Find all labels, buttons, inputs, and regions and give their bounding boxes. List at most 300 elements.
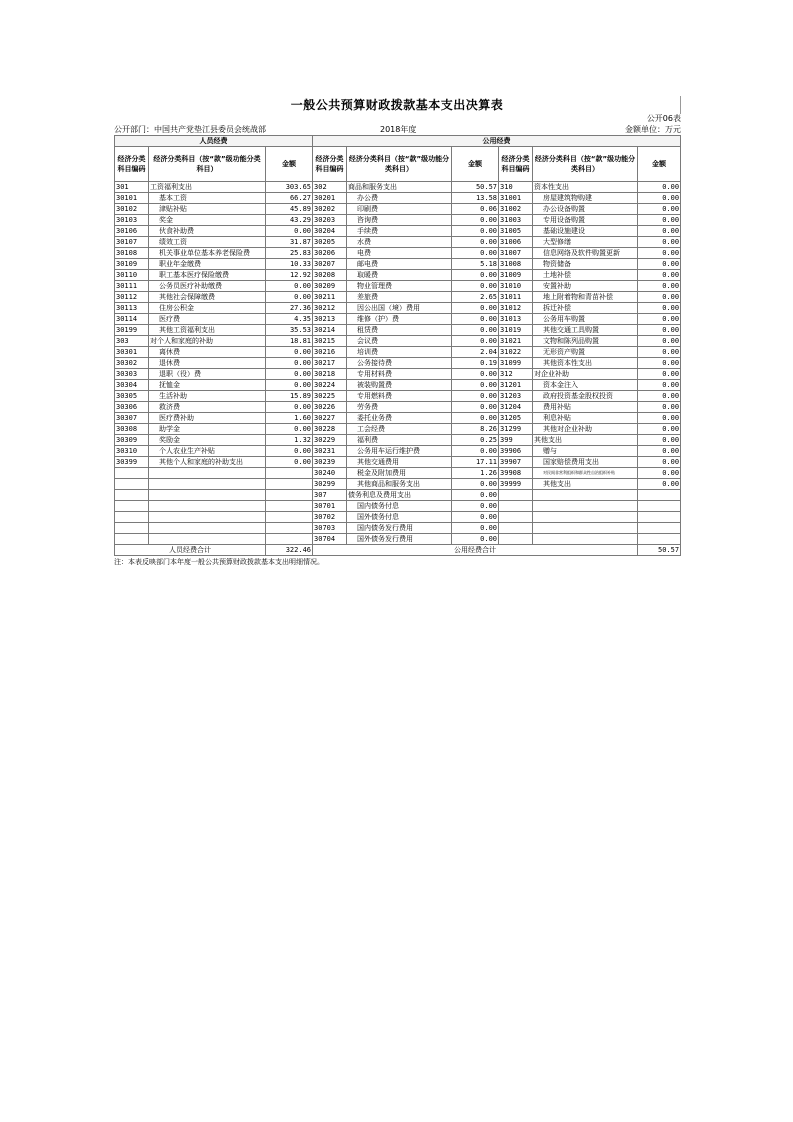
code-cell: 31013 — [499, 314, 533, 325]
amount-cell: 0.00 — [266, 358, 313, 369]
name-cell: 水费 — [347, 237, 452, 248]
code-cell: 30217 — [313, 358, 347, 369]
table-row — [115, 292, 681, 303]
amount-cell: 12.92 — [266, 270, 313, 281]
code-cell: 30306 — [115, 402, 149, 413]
code-cell: 30207 — [313, 259, 347, 270]
code-cell: 30110 — [115, 270, 149, 281]
name-cell: 邮电费 — [347, 259, 452, 270]
name-cell — [533, 501, 638, 512]
amount-cell: 0.00 — [638, 380, 681, 391]
code-cell: 31203 — [499, 391, 533, 402]
code-cell: 30114 — [115, 314, 149, 325]
code-cell: 30304 — [115, 380, 149, 391]
code-cell: 399 — [499, 435, 533, 446]
table-row — [115, 182, 681, 193]
amount-cell: 50.57 — [452, 182, 499, 193]
public-total-value: 50.57 — [638, 545, 681, 556]
header-code: 经济分类科目编码 — [115, 147, 149, 182]
name-cell: 国内债务付息 — [347, 501, 452, 512]
code-cell: 31021 — [499, 336, 533, 347]
table-row — [115, 424, 681, 435]
table-row — [115, 358, 681, 369]
name-cell: 政府投资基金股权投资 — [533, 391, 638, 402]
table-row — [115, 270, 681, 281]
amount-cell: 31.87 — [266, 237, 313, 248]
table-row — [115, 380, 681, 391]
table-row — [115, 523, 681, 534]
amount-cell — [638, 523, 681, 534]
code-cell — [115, 512, 149, 523]
name-cell — [533, 523, 638, 534]
name-cell: 印刷费 — [347, 204, 452, 215]
code-cell: 30112 — [115, 292, 149, 303]
code-cell: 30309 — [115, 435, 149, 446]
amount-cell: 0.00 — [638, 292, 681, 303]
amount-cell: 0.00 — [452, 380, 499, 391]
amount-cell: 0.00 — [266, 457, 313, 468]
code-cell — [115, 479, 149, 490]
code-cell: 30204 — [313, 226, 347, 237]
name-cell: 资本性支出 — [533, 182, 638, 193]
name-cell — [533, 534, 638, 545]
table-row — [115, 259, 681, 270]
name-cell: 咨询费 — [347, 215, 452, 226]
name-cell: 公务用车购置 — [533, 314, 638, 325]
name-cell: 工资福利支出 — [149, 182, 266, 193]
name-cell: 其他交通工具购置 — [533, 325, 638, 336]
code-cell: 31005 — [499, 226, 533, 237]
code-cell: 30111 — [115, 281, 149, 292]
amount-cell: 0.00 — [452, 314, 499, 325]
name-cell: 工会经费 — [347, 424, 452, 435]
code-cell: 31006 — [499, 237, 533, 248]
table-row — [115, 369, 681, 380]
header-amount: 金额 — [452, 147, 499, 182]
code-cell: 39907 — [499, 457, 533, 468]
name-cell: 助学金 — [149, 424, 266, 435]
code-cell: 30214 — [313, 325, 347, 336]
table-row — [115, 468, 681, 479]
code-cell: 30106 — [115, 226, 149, 237]
amount-cell: 0.00 — [452, 226, 499, 237]
name-cell: 大型修缮 — [533, 237, 638, 248]
code-cell: 30212 — [313, 303, 347, 314]
name-cell: 培训费 — [347, 347, 452, 358]
amount-cell: 1.60 — [266, 413, 313, 424]
amount-cell: 8.26 — [452, 424, 499, 435]
amount-cell: 0.00 — [638, 391, 681, 402]
name-cell: 奖励金 — [149, 435, 266, 446]
table-row — [115, 413, 681, 424]
name-cell: 维修（护）费 — [347, 314, 452, 325]
totals-row — [115, 545, 681, 556]
amount-cell: 0.00 — [452, 281, 499, 292]
code-cell: 30208 — [313, 270, 347, 281]
name-cell: 无形资产购置 — [533, 347, 638, 358]
code-cell — [115, 534, 149, 545]
name-cell — [149, 534, 266, 545]
amount-cell — [266, 534, 313, 545]
amount-cell: 0.00 — [266, 369, 313, 380]
amount-cell: 0.00 — [638, 259, 681, 270]
code-cell: 303 — [115, 336, 149, 347]
table-row — [115, 325, 681, 336]
table-row — [115, 237, 681, 248]
code-cell: 30113 — [115, 303, 149, 314]
name-cell: 因公出国（境）费用 — [347, 303, 452, 314]
code-cell: 31022 — [499, 347, 533, 358]
code-cell: 30702 — [313, 512, 347, 523]
amount-cell — [638, 534, 681, 545]
name-cell — [533, 512, 638, 523]
amount-cell: 0.00 — [452, 391, 499, 402]
code-cell: 30224 — [313, 380, 347, 391]
name-cell — [533, 490, 638, 501]
name-cell: 专用设备购置 — [533, 215, 638, 226]
name-cell: 退休费 — [149, 358, 266, 369]
code-cell: 301 — [115, 182, 149, 193]
header-code: 经济分类科目编码 — [313, 147, 347, 182]
amount-cell: 0.00 — [638, 237, 681, 248]
amount-cell: 0.00 — [638, 369, 681, 380]
sheet-edge-line — [680, 96, 681, 114]
code-cell: 31010 — [499, 281, 533, 292]
name-cell: 其他资本性支出 — [533, 358, 638, 369]
amount-cell: 0.00 — [452, 248, 499, 259]
amount-cell: 1.32 — [266, 435, 313, 446]
name-cell: 物业管理费 — [347, 281, 452, 292]
name-cell: 奖金 — [149, 215, 266, 226]
name-cell: 伙食补助费 — [149, 226, 266, 237]
name-cell: 安置补助 — [533, 281, 638, 292]
amount-cell: 0.00 — [266, 281, 313, 292]
name-cell: 其他商品和服务支出 — [347, 479, 452, 490]
amount-cell: 43.29 — [266, 215, 313, 226]
code-cell: 31002 — [499, 204, 533, 215]
amount-cell — [266, 468, 313, 479]
header-name: 经济分类科目（按“款”级功能分类科目） — [347, 147, 452, 182]
name-cell — [149, 490, 266, 501]
expenditure-table — [114, 135, 681, 556]
table-row — [115, 314, 681, 325]
name-cell: 办公设备购置 — [533, 204, 638, 215]
amount-cell: 15.89 — [266, 391, 313, 402]
code-cell: 30205 — [313, 237, 347, 248]
table-row — [115, 204, 681, 215]
table-row — [115, 281, 681, 292]
department-label: 公开部门：中国共产党垫江县委员会统战部 — [114, 125, 266, 134]
amount-cell: 0.00 — [638, 435, 681, 446]
name-cell: 离休费 — [149, 347, 266, 358]
code-cell: 39908 — [499, 468, 533, 479]
amount-cell — [638, 490, 681, 501]
code-cell: 30305 — [115, 391, 149, 402]
name-cell: 基本工资 — [149, 193, 266, 204]
name-cell: 生活补助 — [149, 391, 266, 402]
name-cell: 房屋建筑物购建 — [533, 193, 638, 204]
name-cell: 住房公积金 — [149, 303, 266, 314]
table-row — [115, 446, 681, 457]
name-cell: 委托业务费 — [347, 413, 452, 424]
amount-cell: 0.00 — [452, 479, 499, 490]
amount-cell — [266, 512, 313, 523]
code-cell: 30216 — [313, 347, 347, 358]
name-cell: 公务用车运行维护费 — [347, 446, 452, 457]
name-cell: 税金及附加费用 — [347, 468, 452, 479]
code-cell: 30301 — [115, 347, 149, 358]
amount-cell: 17.11 — [452, 457, 499, 468]
amount-cell: 0.00 — [452, 270, 499, 281]
code-cell: 30231 — [313, 446, 347, 457]
name-cell: 被装购置费 — [347, 380, 452, 391]
amount-cell: 0.00 — [452, 303, 499, 314]
code-cell: 30226 — [313, 402, 347, 413]
name-cell — [149, 479, 266, 490]
code-cell: 30299 — [313, 479, 347, 490]
amount-cell: 25.83 — [266, 248, 313, 259]
amount-cell: 0.00 — [638, 457, 681, 468]
code-cell: 30202 — [313, 204, 347, 215]
amount-cell: 0.00 — [452, 402, 499, 413]
name-cell: 信息网络及软件购置更新 — [533, 248, 638, 259]
amount-cell: 66.27 — [266, 193, 313, 204]
code-cell: 30302 — [115, 358, 149, 369]
amount-cell: 0.00 — [452, 336, 499, 347]
code-cell: 31012 — [499, 303, 533, 314]
code-cell: 31204 — [499, 402, 533, 413]
amount-cell: 0.00 — [638, 193, 681, 204]
personnel-total-value: 322.46 — [266, 545, 313, 556]
code-cell: 31008 — [499, 259, 533, 270]
amount-cell: 10.33 — [266, 259, 313, 270]
name-cell: 地上附着物和青苗补偿 — [533, 292, 638, 303]
code-cell — [499, 490, 533, 501]
name-cell: 赠与 — [533, 446, 638, 457]
amount-cell: 0.00 — [452, 215, 499, 226]
header-name: 经济分类科目（按“款”级功能分类科目） — [533, 147, 638, 182]
amount-cell: 0.00 — [638, 402, 681, 413]
name-cell: 资本金注入 — [533, 380, 638, 391]
amount-cell: 2.04 — [452, 347, 499, 358]
amount-cell: 35.53 — [266, 325, 313, 336]
name-cell: 公务接待费 — [347, 358, 452, 369]
name-cell: 土地补偿 — [533, 270, 638, 281]
code-cell: 31205 — [499, 413, 533, 424]
amount-cell: 13.58 — [452, 193, 499, 204]
amount-cell: 0.00 — [452, 501, 499, 512]
code-cell: 31099 — [499, 358, 533, 369]
code-cell: 30215 — [313, 336, 347, 347]
code-cell — [115, 468, 149, 479]
header-row — [115, 147, 681, 182]
year-label: 2018年度 — [380, 125, 417, 134]
budget-sheet — [114, 96, 680, 568]
band-personnel: 人员经费 — [115, 136, 313, 147]
code-cell: 30199 — [115, 325, 149, 336]
name-cell: 对个人和家庭的补助 — [149, 336, 266, 347]
code-cell: 30228 — [313, 424, 347, 435]
code-cell: 302 — [313, 182, 347, 193]
amount-cell: 0.00 — [638, 446, 681, 457]
code-cell: 30307 — [115, 413, 149, 424]
form-number: 公开06表 — [646, 114, 681, 123]
name-cell — [149, 468, 266, 479]
amount-cell: 0.00 — [266, 380, 313, 391]
header-amount: 金额 — [638, 147, 681, 182]
amount-cell: 303.65 — [266, 182, 313, 193]
code-cell: 31007 — [499, 248, 533, 259]
code-cell: 30107 — [115, 237, 149, 248]
amount-cell: 0.00 — [452, 325, 499, 336]
name-cell: 租赁费 — [347, 325, 452, 336]
amount-cell: 27.36 — [266, 303, 313, 314]
code-cell — [499, 534, 533, 545]
amount-cell: 0.00 — [638, 468, 681, 479]
table-row — [115, 248, 681, 259]
name-cell: 其他个人和家庭的补助支出 — [149, 457, 266, 468]
name-cell: 取暖费 — [347, 270, 452, 281]
amount-cell: 0.00 — [452, 512, 499, 523]
name-cell: 文物和陈列品购置 — [533, 336, 638, 347]
amount-cell: 0.00 — [452, 523, 499, 534]
table-row — [115, 501, 681, 512]
table-row — [115, 336, 681, 347]
amount-cell: 0.19 — [452, 358, 499, 369]
public-total-label: 公用经费合计 — [313, 545, 638, 556]
name-cell — [149, 523, 266, 534]
code-cell: 30213 — [313, 314, 347, 325]
amount-cell — [638, 501, 681, 512]
amount-cell: 0.00 — [266, 347, 313, 358]
amount-cell: 0.00 — [638, 226, 681, 237]
name-cell: 救济费 — [149, 402, 266, 413]
name-cell: 个人农业生产补贴 — [149, 446, 266, 457]
code-cell: 30103 — [115, 215, 149, 226]
code-cell — [499, 512, 533, 523]
amount-cell: 0.00 — [638, 413, 681, 424]
amount-cell: 1.26 — [452, 468, 499, 479]
name-cell: 国外债务付息 — [347, 512, 452, 523]
name-cell: 其他对企业补助 — [533, 424, 638, 435]
amount-cell: 18.81 — [266, 336, 313, 347]
name-cell: 职业年金缴费 — [149, 259, 266, 270]
code-cell: 30109 — [115, 259, 149, 270]
name-cell: 其他工资福利支出 — [149, 325, 266, 336]
amount-cell: 0.00 — [452, 490, 499, 501]
amount-cell: 0.00 — [452, 534, 499, 545]
amount-cell: 0.00 — [266, 402, 313, 413]
amount-cell: 0.00 — [266, 226, 313, 237]
amount-cell: 0.00 — [638, 182, 681, 193]
amount-cell: 0.00 — [638, 314, 681, 325]
name-cell: 其他支出 — [533, 479, 638, 490]
amount-cell: 0.00 — [638, 479, 681, 490]
code-cell: 30203 — [313, 215, 347, 226]
table-row — [115, 479, 681, 490]
amount-cell: 2.65 — [452, 292, 499, 303]
code-cell — [115, 501, 149, 512]
amount-cell: 0.00 — [266, 292, 313, 303]
amount-cell: 0.00 — [452, 237, 499, 248]
amount-cell: 0.00 — [638, 270, 681, 281]
footnote: 注：本表反映部门本年度一般公共预算财政拨款基本支出明细情况。 — [114, 558, 324, 566]
table-row — [115, 347, 681, 358]
name-cell: 会议费 — [347, 336, 452, 347]
code-cell: 30218 — [313, 369, 347, 380]
name-cell: 医疗费 — [149, 314, 266, 325]
amount-cell: 5.18 — [452, 259, 499, 270]
code-cell: 30101 — [115, 193, 149, 204]
amount-cell: 0.00 — [452, 369, 499, 380]
table-row — [115, 303, 681, 314]
amount-cell: 0.00 — [452, 413, 499, 424]
name-cell: 国家赔偿费用支出 — [533, 457, 638, 468]
code-cell: 30102 — [115, 204, 149, 215]
name-cell: 商品和服务支出 — [347, 182, 452, 193]
code-cell: 30399 — [115, 457, 149, 468]
amount-cell — [638, 512, 681, 523]
amount-cell: 0.00 — [638, 281, 681, 292]
amount-cell: 0.00 — [638, 248, 681, 259]
amount-cell: 0.00 — [638, 303, 681, 314]
amount-cell: 0.00 — [638, 215, 681, 226]
amount-cell: 4.35 — [266, 314, 313, 325]
name-cell: 对企业补助 — [533, 369, 638, 380]
table-row — [115, 490, 681, 501]
code-cell: 30206 — [313, 248, 347, 259]
name-cell: 国外债务发行费用 — [347, 534, 452, 545]
name-cell: 拆迁补偿 — [533, 303, 638, 314]
name-cell: 退职（役）费 — [149, 369, 266, 380]
name-cell: 职工基本医疗保险缴费 — [149, 270, 266, 281]
band-row — [115, 136, 681, 147]
name-cell: 基础设施建设 — [533, 226, 638, 237]
name-cell: 公务员医疗补助缴费 — [149, 281, 266, 292]
code-cell — [499, 523, 533, 534]
code-cell: 307 — [313, 490, 347, 501]
code-cell — [499, 501, 533, 512]
code-cell — [115, 523, 149, 534]
name-cell: 医疗费补助 — [149, 413, 266, 424]
code-cell: 31011 — [499, 292, 533, 303]
code-cell: 30240 — [313, 468, 347, 479]
band-public: 公用经费 — [313, 136, 681, 147]
code-cell: 31009 — [499, 270, 533, 281]
name-cell: 劳务费 — [347, 402, 452, 413]
code-cell: 31299 — [499, 424, 533, 435]
amount-cell: 0.00 — [638, 336, 681, 347]
code-cell: 30209 — [313, 281, 347, 292]
name-cell: 其他支出 — [533, 435, 638, 446]
code-cell: 30225 — [313, 391, 347, 402]
code-cell: 31003 — [499, 215, 533, 226]
amount-cell — [266, 479, 313, 490]
personnel-total-label: 人员经费合计 — [115, 545, 266, 556]
name-cell: 差旅费 — [347, 292, 452, 303]
name-cell: 利息补贴 — [533, 413, 638, 424]
code-cell: 39999 — [499, 479, 533, 490]
code-cell: 30229 — [313, 435, 347, 446]
amount-cell: 0.06 — [452, 204, 499, 215]
name-cell — [149, 512, 266, 523]
code-cell: 30704 — [313, 534, 347, 545]
table-row — [115, 457, 681, 468]
code-cell: 30303 — [115, 369, 149, 380]
code-cell: 31201 — [499, 380, 533, 391]
amount-cell: 0.00 — [638, 204, 681, 215]
amount-cell — [266, 523, 313, 534]
